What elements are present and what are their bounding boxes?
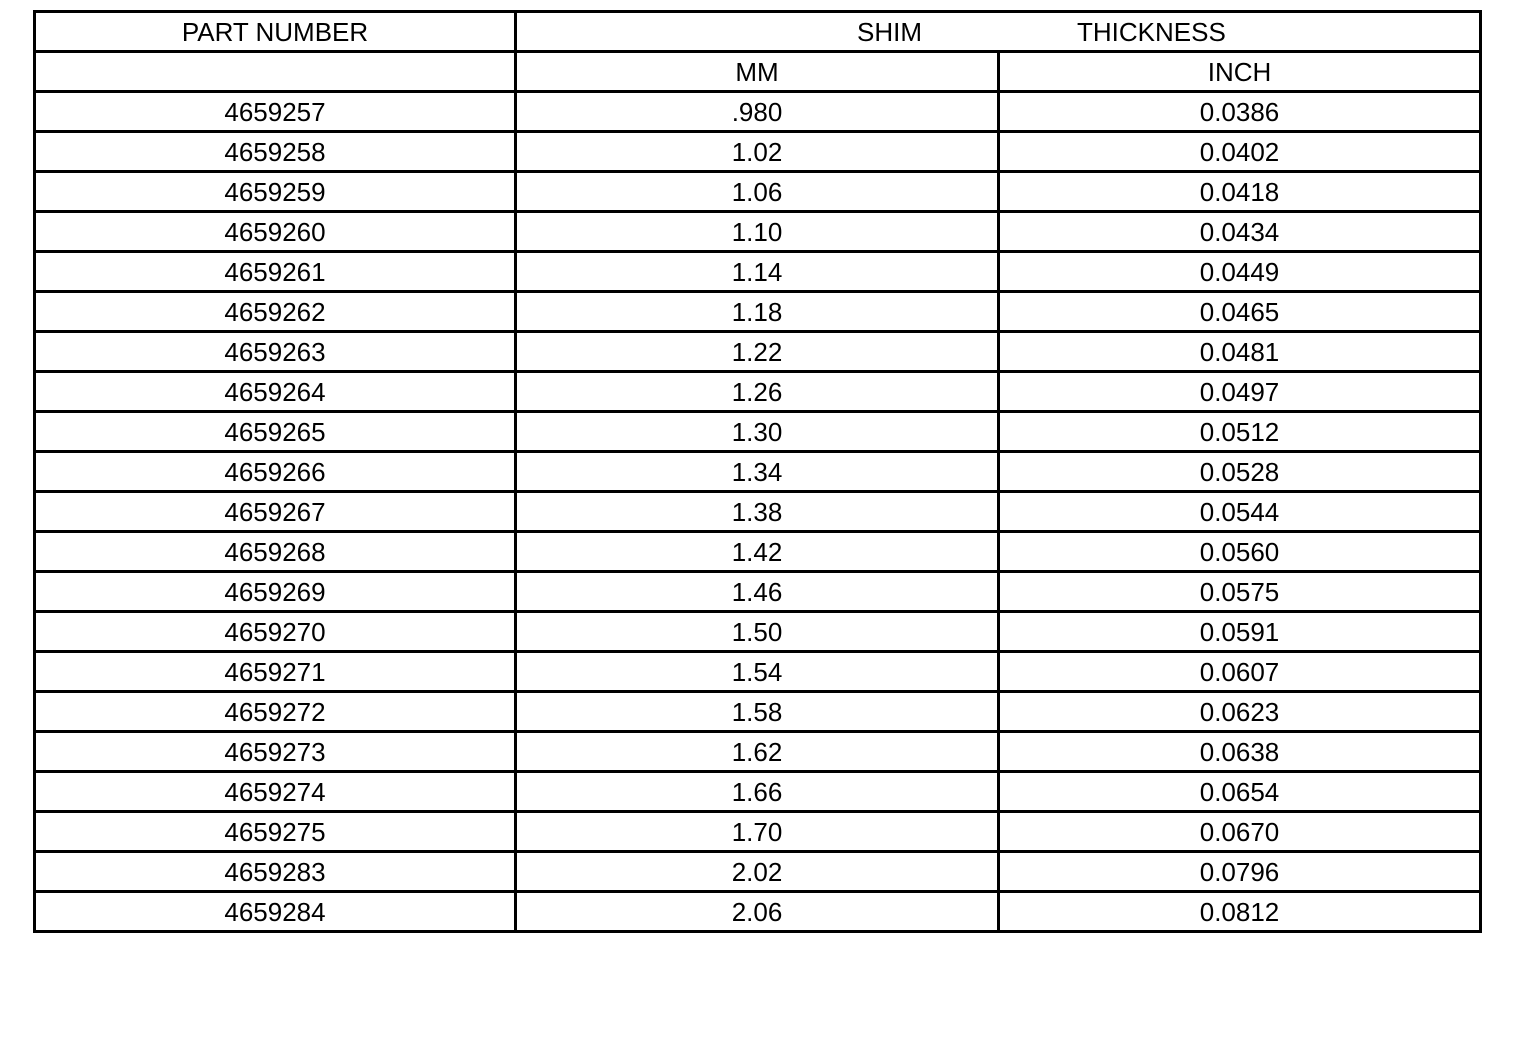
inch-cell: 0.0670 <box>999 812 1481 852</box>
shim-thickness-header <box>516 12 1481 52</box>
inch-cell: 0.0528 <box>999 452 1481 492</box>
mm-cell: 1.02 <box>516 132 999 172</box>
table-row <box>35 372 1481 412</box>
inch-cell: 0.0465 <box>999 292 1481 332</box>
table-row <box>35 692 1481 732</box>
table-row <box>35 212 1481 252</box>
inch-cell: 0.0402 <box>999 132 1481 172</box>
inch-cell: 0.0796 <box>999 852 1481 892</box>
table-row <box>35 332 1481 372</box>
mm-cell: 1.50 <box>516 612 999 652</box>
header-row <box>35 12 1481 52</box>
part-number-cell: 4659270 <box>35 612 516 652</box>
part-number-cell: 4659267 <box>35 492 516 532</box>
table-row <box>35 652 1481 692</box>
mm-cell: 1.14 <box>516 252 999 292</box>
mm-cell: 1.46 <box>516 572 999 612</box>
part-number-cell: 4659259 <box>35 172 516 212</box>
part-number-cell: 4659271 <box>35 652 516 692</box>
part-number-cell: 4659266 <box>35 452 516 492</box>
unit-header-row <box>35 52 1481 92</box>
inch-cell: 0.0638 <box>999 732 1481 772</box>
mm-cell: 1.42 <box>516 532 999 572</box>
mm-cell: 1.18 <box>516 292 999 332</box>
part-number-cell: 4659260 <box>35 212 516 252</box>
mm-cell: 2.02 <box>516 852 999 892</box>
part-number-cell: 4659258 <box>35 132 516 172</box>
part-number-cell: 4659263 <box>35 332 516 372</box>
part-number-cell: 4659274 <box>35 772 516 812</box>
part-number-cell: 4659273 <box>35 732 516 772</box>
inch-cell: 0.0481 <box>999 332 1481 372</box>
table-row <box>35 412 1481 452</box>
part-number-cell: 4659275 <box>35 812 516 852</box>
table-row <box>35 292 1481 332</box>
mm-cell: 1.70 <box>516 812 999 852</box>
inch-cell: 0.0654 <box>999 772 1481 812</box>
mm-cell: 1.06 <box>516 172 999 212</box>
mm-cell: 1.38 <box>516 492 999 532</box>
part-number-cell: 4659283 <box>35 852 516 892</box>
inch-cell: 0.0449 <box>999 252 1481 292</box>
mm-cell: 1.10 <box>516 212 999 252</box>
table-row <box>35 812 1481 852</box>
inch-cell: 0.0591 <box>999 612 1481 652</box>
inch-cell: 0.0812 <box>999 892 1481 932</box>
mm-cell: 1.62 <box>516 732 999 772</box>
table-row <box>35 772 1481 812</box>
inch-cell: 0.0560 <box>999 532 1481 572</box>
table-row <box>35 92 1481 132</box>
mm-cell: 1.22 <box>516 332 999 372</box>
part-number-cell: 4659261 <box>35 252 516 292</box>
table-row <box>35 132 1481 172</box>
table-row <box>35 492 1481 532</box>
mm-cell: 1.30 <box>516 412 999 452</box>
part-number-cell: 4659262 <box>35 292 516 332</box>
table-body <box>35 12 1481 932</box>
table-row <box>35 252 1481 292</box>
blank-header-cell <box>35 52 516 92</box>
thickness-header-label: THICKNESS <box>1077 16 1226 47</box>
table-row <box>35 532 1481 572</box>
part-number-cell: 4659257 <box>35 92 516 132</box>
table-row <box>35 732 1481 772</box>
mm-cell: 1.58 <box>516 692 999 732</box>
inch-cell: 0.0386 <box>999 92 1481 132</box>
part-number-header: PART NUMBER <box>35 12 516 52</box>
table-row <box>35 572 1481 612</box>
inch-cell: 0.0544 <box>999 492 1481 532</box>
mm-cell: .980 <box>516 92 999 132</box>
table-row <box>35 452 1481 492</box>
part-number-cell: 4659284 <box>35 892 516 932</box>
inch-cell: 0.0512 <box>999 412 1481 452</box>
inch-cell: 0.0434 <box>999 212 1481 252</box>
part-number-cell: 4659265 <box>35 412 516 452</box>
inch-cell: 0.0497 <box>999 372 1481 412</box>
part-number-cell: 4659268 <box>35 532 516 572</box>
inch-cell: 0.0607 <box>999 652 1481 692</box>
shim-header-label: SHIM <box>857 16 922 47</box>
mm-cell: 1.66 <box>516 772 999 812</box>
mm-cell: 1.54 <box>516 652 999 692</box>
inch-cell: 0.0575 <box>999 572 1481 612</box>
part-number-cell: 4659264 <box>35 372 516 412</box>
inch-cell: 0.0623 <box>999 692 1481 732</box>
table-row <box>35 612 1481 652</box>
table-row <box>35 892 1481 932</box>
part-number-cell: 4659269 <box>35 572 516 612</box>
table-row <box>35 852 1481 892</box>
mm-cell: 1.26 <box>516 372 999 412</box>
mm-cell: 1.34 <box>516 452 999 492</box>
part-number-cell: 4659272 <box>35 692 516 732</box>
mm-cell: 2.06 <box>516 892 999 932</box>
shim-thickness-table <box>33 10 1482 933</box>
inch-header: INCH <box>999 52 1481 92</box>
mm-header: MM <box>516 52 999 92</box>
table-row <box>35 172 1481 212</box>
inch-cell: 0.0418 <box>999 172 1481 212</box>
